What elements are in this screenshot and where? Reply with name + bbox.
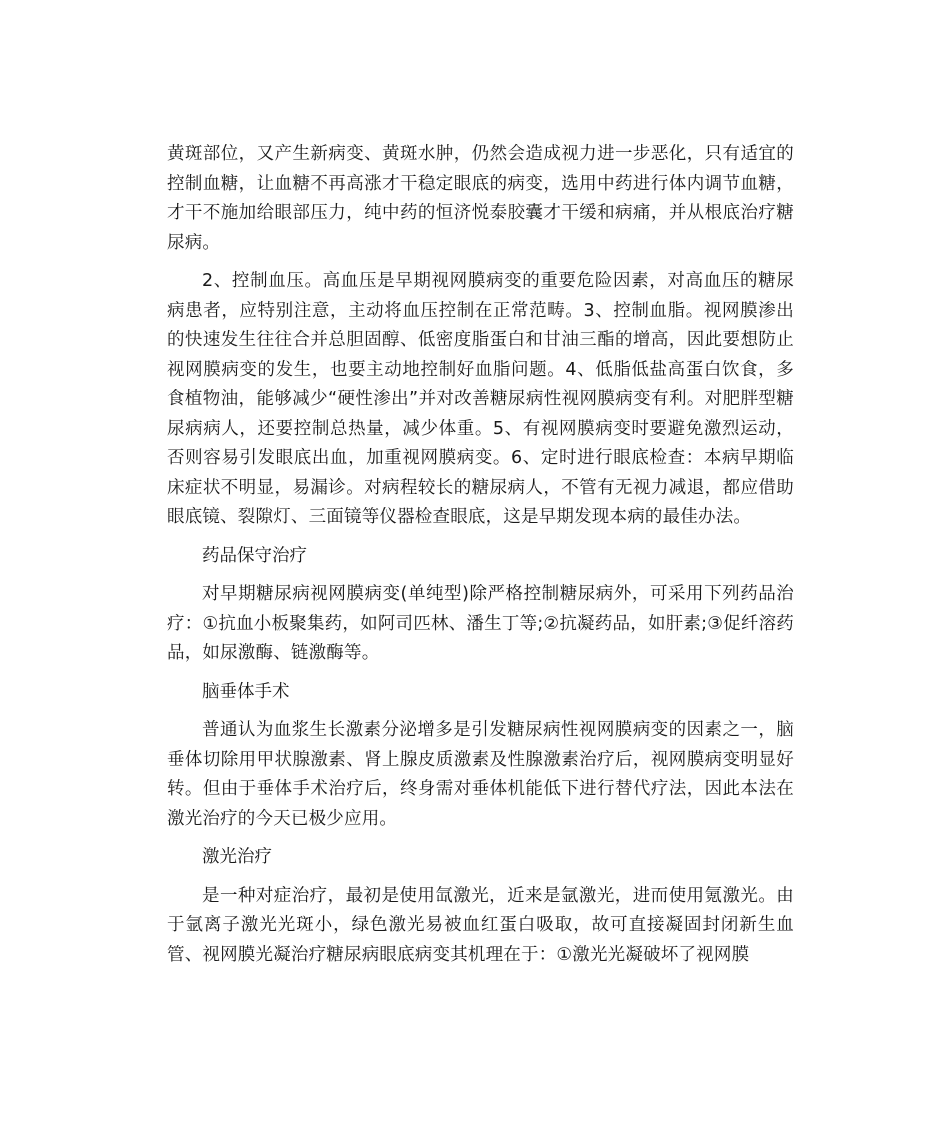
section-heading-laser-therapy: 激光治疗 xyxy=(202,847,272,867)
paragraph-drug-therapy: 对早期糖尿病视网膜病变(单纯型)除严格控制糖尿病外，可采用下列药品治疗：①抗血小板聚集药，如阿司匹林、潘生丁等;②抗凝药品，如肝素;③促纤溶药品，如尿激酶、链激酶等。 xyxy=(167,584,794,663)
document-page xyxy=(167,140,794,979)
paragraph-continuation: 黄斑部位，又产生新病变、黄斑水肿，仍然会造成视力进一步恶化，只有适宜的控制血糖，让血糖不再高涨才干稳定眼底的病变，选用中药进行体内调节血糖，才干不施加给眼部压力，纯中药的恒济悦泰胶囊才干缓和病痛，并从根底治疗糖尿病。 xyxy=(167,144,794,253)
paragraph-control-measures: 2、控制血压。高血压是早期视网膜病变的重要危险因素，对高血压的糖尿病患者，应特别注意，主动将血压控制在正常范畴。3、控制血脂。视网膜渗出的快速发生往往合并总胆固醇、低密度脂蛋白和甘油三酯的增高，因此要想防止视网膜病变的发生，也要主动地控制好血脂问题。4、低脂低盐高蛋白饮食，多食植物油，能够减少“硬性渗出”并对改善糖尿病性视网膜病变有利。对肥胖型糖尿病病人，还要控制总热量，减少体重。5、有视网膜病变时要避免激烈运动，否则容易引发眼底出血，加重视网膜病变。6、定时进行眼底检查：本病早期临床症状不明显，易漏诊。对病程较长的糖尿病人，不管有无视力减退，都应借助眼底镜、裂隙灯、三面镜等仪器检查眼底，这是早期发现本病的最佳办法。 xyxy=(167,271,794,527)
paragraph-laser-therapy: 是一种对症治疗，最初是使用氙激光，近来是氩激光，进而使用氪激光。由于氩离子激光光斑小，绿色激光易被血红蛋白吸取，故可直接凝固封闭新生血管、视网膜光凝治疗糖尿病眼底病变其机理在于：①激光光凝破坏了视网膜 xyxy=(167,885,794,965)
paragraph-pituitary-surgery: 普通认为血浆生长激素分泌增多是引发糖尿病性视网膜病变的因素之一，脑垂体切除用甲状腺激素、肾上腺皮质激素及性腺激素治疗后，视网膜病变明显好转。但由于垂体手术治疗后，终身需对垂体机能低下进行替代疗法，因此本法在激光治疗的今天已极少应用。 xyxy=(167,720,794,829)
section-heading-drug-therapy: 药品保守治疗 xyxy=(202,545,307,566)
section-heading-pituitary-surgery: 脑垂体手术 xyxy=(202,681,290,702)
